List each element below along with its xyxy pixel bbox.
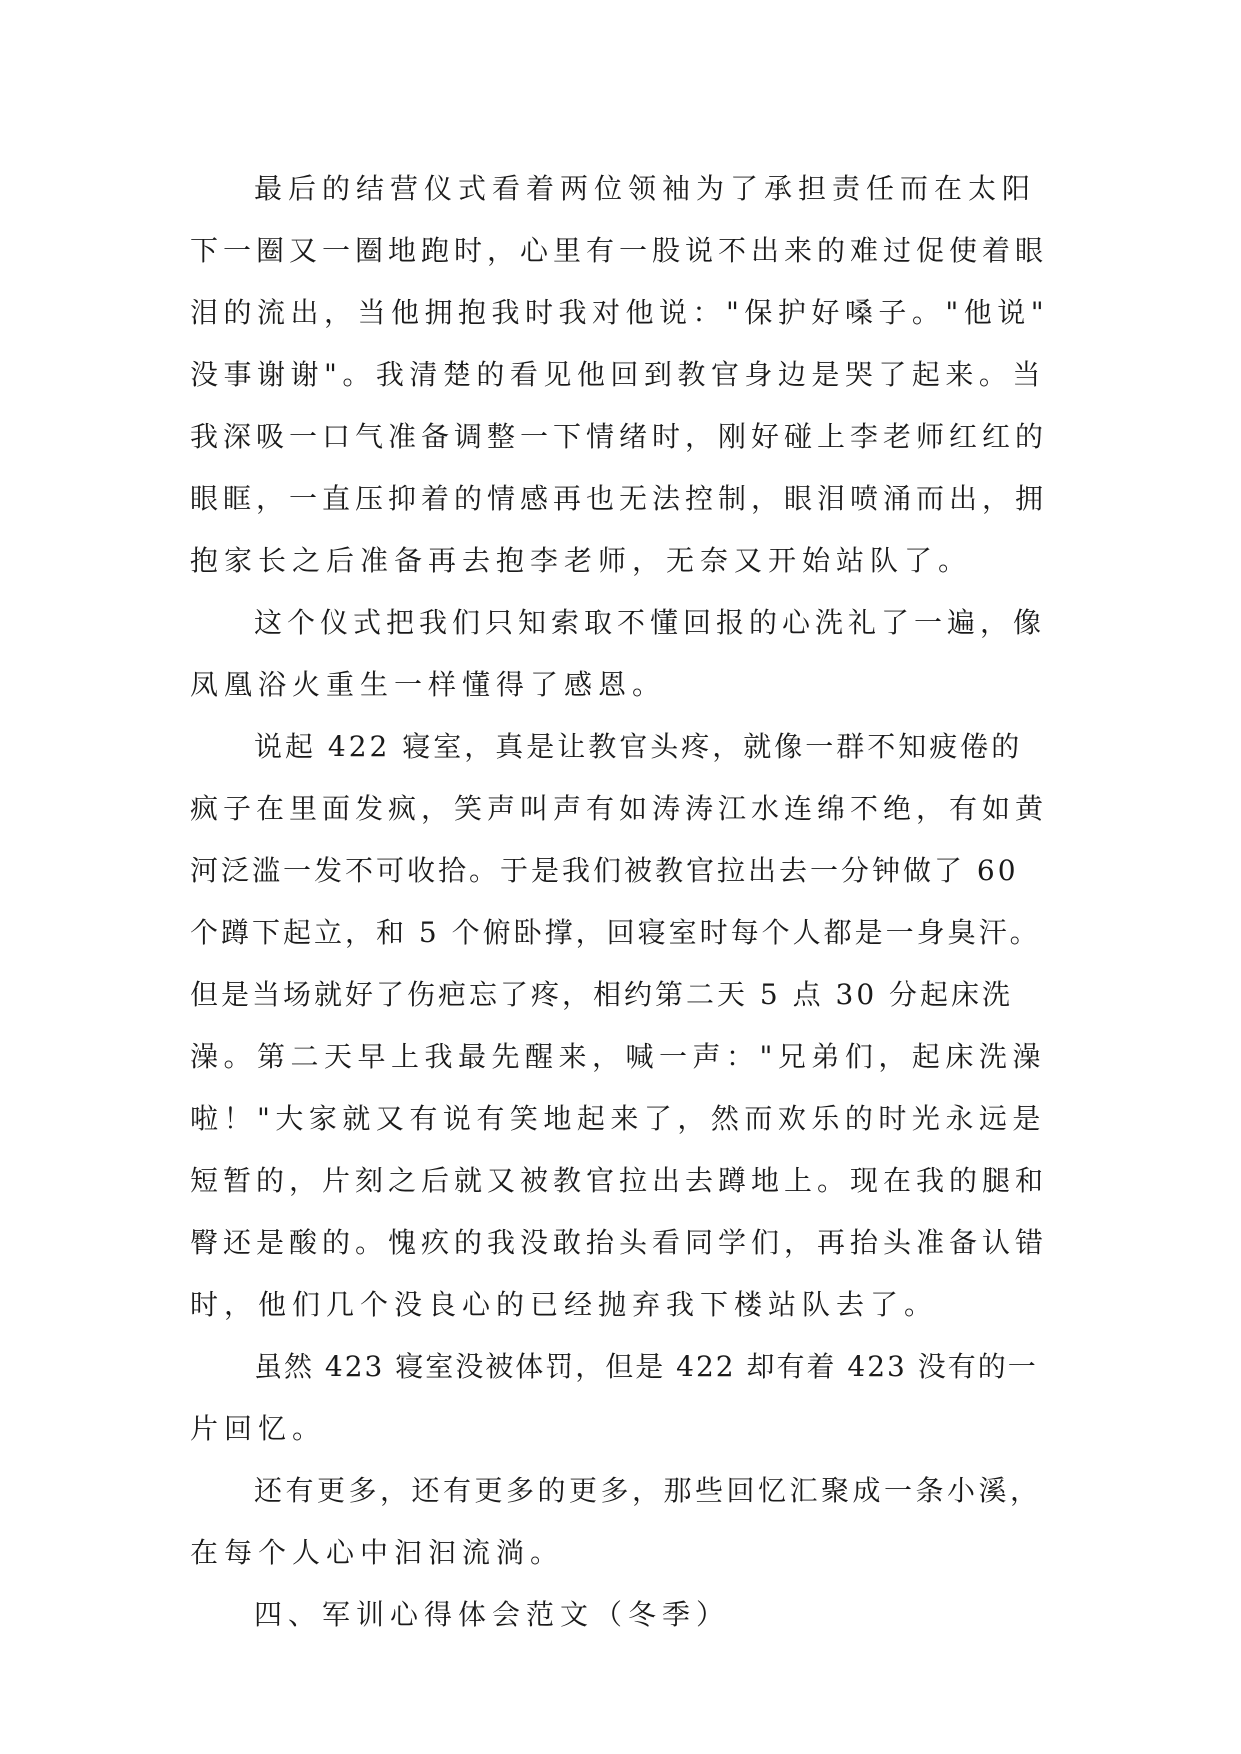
- text-line: 下一圈又一圈地跑时，心里有一股说不出来的难过促使着眼: [190, 234, 1049, 267]
- text-line: 片回忆。: [190, 1412, 327, 1445]
- text-line: 我深吸一口气准备调整一下情绪时，刚好碰上李老师红红的: [190, 420, 1049, 453]
- text-line: 这个仪式把我们只知索取不懂回报的心洗礼了一遍，像: [254, 606, 1047, 639]
- text-line: 在每个人心中汩汩流淌。: [190, 1536, 565, 1569]
- document-body: [190, 158, 1050, 1646]
- text-line: 泪的流出，当他拥抱我时我对他说："保护好嗓子。"他说": [190, 296, 1050, 329]
- text-line: 疯子在里面发疯，笑声叫声有如涛涛江水连绵不绝，有如黄: [190, 792, 1049, 825]
- text-line: 啦！"大家就又有说有笑地起来了，然而欢乐的时光永远是: [190, 1102, 1046, 1135]
- text-line: 澡。第二天早上我最先醒来，喊一声："兄弟们，起床洗澡: [190, 1040, 1046, 1073]
- text-line: 但是当场就好了伤疤忘了疼，相约第二天 5 点 30 分起床洗: [190, 978, 1014, 1011]
- text-line: 没事谢谢"。我清楚的看见他回到教官身边是哭了起来。当: [190, 358, 1046, 391]
- text-line: 河泛滥一发不可收拾。于是我们被教官拉出去一分钟做了 60: [190, 854, 1019, 887]
- text-line: 时，他们几个没良心的已经抛弃我下楼站队去了。: [190, 1288, 939, 1321]
- text-line: 四、军训心得体会范文（冬季）: [254, 1598, 731, 1631]
- text-line: 还有更多，还有更多的更多，那些回忆汇聚成一条小溪，: [254, 1474, 1042, 1507]
- text-line: 短暂的，片刻之后就又被教官拉出去蹲地上。现在我的腿和: [190, 1164, 1049, 1197]
- text-line: 眼眶，一直压抑着的情感再也无法控制，眼泪喷涌而出，拥: [190, 482, 1049, 515]
- text-line: 臀还是酸的。愧疚的我没敢抬头看同学们，再抬头准备认错: [190, 1226, 1049, 1259]
- text-line: 虽然 423 寝室没被体罚，但是 422 却有着 423 没有的一: [254, 1350, 1038, 1383]
- text-line: 最后的结营仪式看着两位领袖为了承担责任而在太阳: [254, 172, 1037, 205]
- text-line: 抱家长之后准备再去抱李老师，无奈又开始站队了。: [190, 544, 973, 577]
- text-line: 凤凰浴火重生一样懂得了感恩。: [190, 668, 667, 701]
- text-line: 个蹲下起立，和 5 个俯卧撑，回寝室时每个人都是一身臭汗。: [190, 916, 1041, 949]
- text-line: 说起 422 寝室，真是让教官头疼，就像一群不知疲倦的: [254, 730, 1023, 763]
